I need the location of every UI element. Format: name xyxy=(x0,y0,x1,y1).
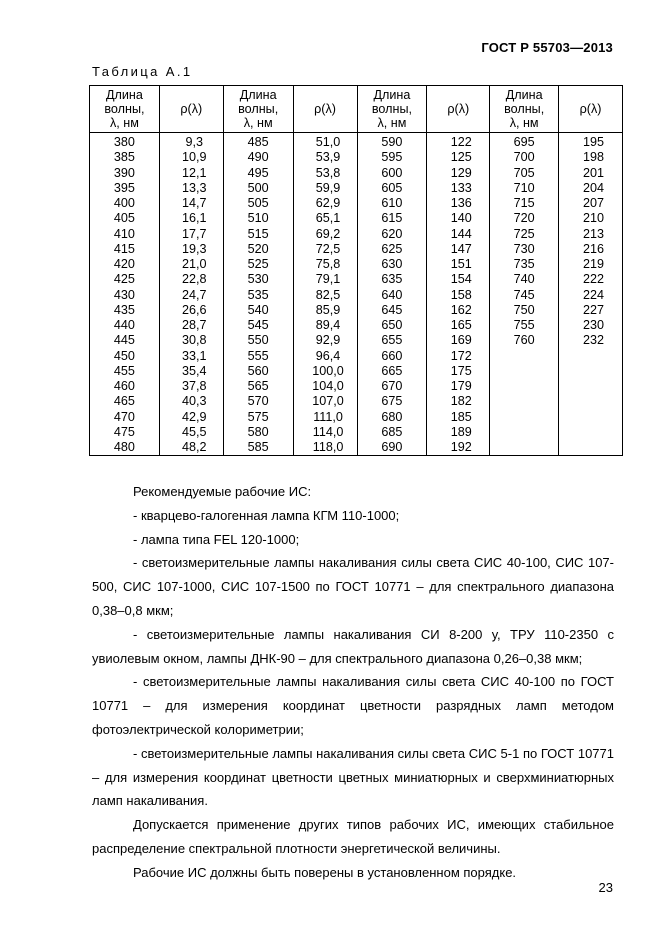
wavelength-cell: 675 xyxy=(381,394,403,409)
rho-cell: 111,0 xyxy=(313,409,343,424)
wavelength-cell: 715 xyxy=(513,196,535,210)
rho-cell: 129 xyxy=(450,165,472,180)
wavelength-cell: 585 xyxy=(247,440,269,454)
rho-cell: 33,1 xyxy=(182,348,207,363)
rho-cell: 204 xyxy=(583,180,605,195)
header-wavelength xyxy=(490,86,559,133)
rho-cell: 133 xyxy=(450,180,472,195)
wavelength-cell: 405 xyxy=(113,211,135,226)
rho-cell: 92,9 xyxy=(315,333,341,348)
paragraph-recommended-intro: Рекомендуемые рабочие ИС: xyxy=(133,484,312,499)
header-wavelength-line: волны, xyxy=(238,102,279,116)
wavelength-cell: 520 xyxy=(247,241,269,256)
wavelength-cell: 700 xyxy=(513,150,535,165)
wavelength-cell: 615 xyxy=(381,211,403,226)
rho-cell: 151 xyxy=(450,257,472,271)
rho-cell: 42,9 xyxy=(182,409,207,424)
wavelength-cell: 490 xyxy=(247,150,269,165)
wavelength-cell: 580 xyxy=(247,424,269,439)
wavelength-cell: 385 xyxy=(113,150,135,165)
rho-column xyxy=(293,133,357,456)
wavelength-cell: 430 xyxy=(113,287,135,302)
rho-cell: 65,1 xyxy=(315,211,341,226)
rho-cell: 40,3 xyxy=(182,394,207,409)
wavelength-cell: 495 xyxy=(247,165,269,180)
wavelength-cell: 625 xyxy=(381,241,403,256)
rho-cell: 45,5 xyxy=(182,424,207,439)
rho-column xyxy=(159,133,223,456)
wavelength-cell: 440 xyxy=(113,318,135,332)
rho-cell: 62,9 xyxy=(315,196,341,210)
rho-cell: 210 xyxy=(583,211,605,226)
paragraph-verification: Рабочие ИС должны быть поверены в установленном порядке. xyxy=(133,864,517,880)
wavelength-column xyxy=(90,133,160,456)
wavelength-column xyxy=(357,133,427,456)
header-wavelength xyxy=(223,86,293,133)
header-wavelength-line: Длина xyxy=(373,88,411,102)
rho-cell: 232 xyxy=(583,333,605,348)
rho-cell: 198 xyxy=(583,150,605,165)
rho-cell: 14,7 xyxy=(182,196,207,210)
wavelength-cell: 485 xyxy=(247,135,269,149)
wavelength-cell: 645 xyxy=(381,302,403,317)
rho-cell: 48,2 xyxy=(182,440,207,454)
rho-cell: 79,1 xyxy=(315,272,341,287)
header-wavelength-line: волны, xyxy=(104,102,145,116)
wavelength-cell: 600 xyxy=(381,165,403,180)
rho-cell: 85,9 xyxy=(315,302,341,317)
rho-cell: 24,7 xyxy=(182,287,207,302)
wavelength-cell: 465 xyxy=(113,394,135,409)
rho-cell: 12,1 xyxy=(182,165,207,180)
list-item-fel-lamp: - лампа типа FEL 120-1000; xyxy=(133,531,300,547)
rho-cell: 172 xyxy=(450,348,472,363)
wavelength-cell: 475 xyxy=(113,424,135,439)
rho-cell: 21,0 xyxy=(182,257,207,271)
header-wavelength-line: λ, нм xyxy=(509,116,539,130)
header-wavelength-line: Длина xyxy=(239,88,277,102)
wavelength-cell: 450 xyxy=(113,348,135,363)
wavelength-cell: 610 xyxy=(381,196,403,210)
rho-cell: 154 xyxy=(450,272,472,287)
rho-cell: 17,7 xyxy=(182,226,207,241)
table-caption: Таблица А.1 xyxy=(92,64,193,79)
rho-cell: 182 xyxy=(450,394,472,409)
wavelength-cell: 390 xyxy=(113,165,135,180)
rho-cell: 28,7 xyxy=(182,318,207,332)
wavelength-cell: 760 xyxy=(513,333,535,348)
header-wavelength-line: λ, нм xyxy=(109,116,139,130)
header-wavelength xyxy=(90,86,160,133)
wavelength-cell: 605 xyxy=(381,180,403,195)
rho-cell: 207 xyxy=(583,196,605,210)
rho-cell: 35,4 xyxy=(182,363,207,378)
wavelength-cell: 445 xyxy=(113,333,135,348)
wavelength-cell: 455 xyxy=(113,363,135,378)
wavelength-cell: 555 xyxy=(247,348,269,363)
header-rho: ρ(λ) xyxy=(559,86,623,133)
wavelength-cell: 720 xyxy=(513,211,535,226)
wavelength-cell: 425 xyxy=(113,272,135,287)
rho-cell: 9,3 xyxy=(185,135,204,149)
header-rho: ρ(λ) xyxy=(159,86,223,133)
rho-cell: 140 xyxy=(450,211,472,226)
paragraph-other-types: Допускается применение других типов рабочих ИС, имеющих стабильное распределение спектральной плотности энергетической величины. xyxy=(92,817,614,856)
header-wavelength-line: Длина xyxy=(505,88,543,102)
rho-cell: 147 xyxy=(450,241,472,256)
rho-cell: 16,1 xyxy=(182,211,207,226)
wavelength-cell: 525 xyxy=(247,257,269,271)
rho-cell: 158 xyxy=(450,287,472,302)
list-item-sis-discharge: - светоизмерительные лампы накаливания силы света СИС 40-100 по ГОСТ 10771 – для измерения координат цветности разрядных ламп методом фотоэлектрической колориметрии; xyxy=(92,674,614,737)
wavelength-cell: 460 xyxy=(113,379,135,393)
wavelength-cell: 650 xyxy=(381,318,403,332)
rho-cell: 230 xyxy=(583,318,605,332)
rho-cell: 72,5 xyxy=(315,241,341,256)
wavelength-cell: 740 xyxy=(513,272,535,287)
wavelength-cell: 550 xyxy=(247,333,269,348)
wavelength-cell: 750 xyxy=(513,302,535,317)
rho-cell: 227 xyxy=(583,302,605,317)
rho-cell: 53,9 xyxy=(315,150,341,165)
wavelength-cell: 515 xyxy=(247,226,269,241)
wavelength-column xyxy=(490,133,559,456)
rho-cell: 122 xyxy=(450,135,472,149)
rho-cell: 89,4 xyxy=(315,318,341,332)
wavelength-cell: 595 xyxy=(381,150,403,165)
page-number: 23 xyxy=(598,880,613,895)
wavelength-cell: 640 xyxy=(381,287,403,302)
list-item-quartz-lamp: - кварцево-галогенная лампа КГМ 110-1000; xyxy=(133,507,400,523)
header-rho: ρ(λ) xyxy=(427,86,490,133)
rho-cell: 75,8 xyxy=(315,257,341,271)
wavelength-cell: 590 xyxy=(381,135,403,149)
wavelength-cell: 505 xyxy=(247,196,269,210)
wavelength-cell: 395 xyxy=(113,180,135,195)
header-wavelength-line: λ, нм xyxy=(377,116,407,130)
rho-cell: 19,3 xyxy=(182,241,207,256)
list-item-sis-lamps: - светоизмерительные лампы накаливания силы света СИС 40-100, СИС 107-500, СИС 107-1000, СИС 107-1500 по ГОСТ 10771 – для спектрального диапазона 0,38–0,8 мкм; xyxy=(92,555,614,618)
rho-cell: 192 xyxy=(450,440,472,454)
wavelength-cell: 570 xyxy=(247,394,269,409)
rho-column xyxy=(427,133,490,456)
body-text xyxy=(92,480,614,885)
wavelength-cell: 565 xyxy=(247,379,269,393)
list-item-sis-miniature: - светоизмерительные лампы накаливания силы света СИС 5-1 по ГОСТ 10771 – для измерения координат цветности цветных миниатюрных и сверхминиатюрных ламп накаливания. xyxy=(92,745,614,809)
rho-cell: 10,9 xyxy=(182,150,207,165)
rho-cell: 30,8 xyxy=(182,333,207,348)
wavelength-cell: 530 xyxy=(247,272,269,287)
rho-cell: 195 xyxy=(583,135,605,149)
table-body-row xyxy=(90,133,623,456)
wavelength-cell: 725 xyxy=(513,226,535,241)
wavelength-cell: 755 xyxy=(513,318,535,332)
wavelength-cell: 710 xyxy=(513,180,535,195)
rho-cell: 59,9 xyxy=(315,180,341,195)
wavelength-cell: 620 xyxy=(381,226,403,241)
wavelength-cell: 630 xyxy=(381,257,403,271)
rho-cell: 185 xyxy=(450,409,472,424)
wavelength-cell: 400 xyxy=(113,196,135,210)
wavelength-cell: 735 xyxy=(513,257,535,271)
rho-cell: 125 xyxy=(450,150,472,165)
rho-cell: 189 xyxy=(450,424,472,439)
header-wavelength-line: волны, xyxy=(371,102,412,116)
rho-cell: 216 xyxy=(583,241,605,256)
rho-cell: 136 xyxy=(450,196,472,210)
wavelength-cell: 410 xyxy=(113,226,135,241)
wavelength-cell: 635 xyxy=(381,272,403,287)
wavelength-cell: 690 xyxy=(381,440,403,454)
rho-cell: 96,4 xyxy=(315,348,341,363)
wavelength-cell: 420 xyxy=(113,257,135,271)
rho-cell: 107,0 xyxy=(312,394,344,409)
rho-cell: 118,0 xyxy=(312,440,344,454)
rho-cell: 53,8 xyxy=(315,165,341,180)
wavelength-cell: 745 xyxy=(513,287,535,302)
rho-cell: 26,6 xyxy=(182,302,207,317)
header-rho: ρ(λ) xyxy=(293,86,357,133)
document-code: ГОСТ Р 55703—2013 xyxy=(481,40,613,55)
rho-cell: 213 xyxy=(583,226,605,241)
rho-cell: 51,0 xyxy=(315,135,341,149)
header-wavelength xyxy=(357,86,427,133)
wavelength-cell: 680 xyxy=(381,409,403,424)
rho-cell: 13,3 xyxy=(182,180,207,195)
rho-cell: 114,0 xyxy=(312,424,344,439)
wavelength-cell: 545 xyxy=(247,318,269,332)
rho-cell: 165 xyxy=(450,318,472,332)
wavelength-cell: 665 xyxy=(381,363,403,378)
wavelength-cell: 695 xyxy=(513,135,535,149)
wavelength-cell: 705 xyxy=(513,165,535,180)
rho-cell: 179 xyxy=(450,379,472,393)
wavelength-column xyxy=(223,133,293,456)
rho-cell: 169 xyxy=(450,333,472,348)
wavelength-cell: 670 xyxy=(381,379,403,393)
wavelength-cell: 415 xyxy=(113,241,135,256)
wavelength-cell: 540 xyxy=(247,302,269,317)
wavelength-cell: 500 xyxy=(247,180,269,195)
header-wavelength-line: волны, xyxy=(504,102,545,116)
rho-cell: 175 xyxy=(450,363,472,378)
header-wavelength-line: λ, нм xyxy=(243,116,273,130)
wavelength-cell: 560 xyxy=(247,363,269,378)
wavelength-cell: 470 xyxy=(113,409,135,424)
rho-cell: 22,8 xyxy=(182,272,207,287)
rho-column xyxy=(559,133,623,456)
rho-cell: 100,0 xyxy=(312,363,344,378)
rho-cell: 162 xyxy=(450,302,472,317)
rho-cell: 69,2 xyxy=(315,226,341,241)
wavelength-cell: 575 xyxy=(247,409,269,424)
wavelength-cell: 510 xyxy=(247,211,269,226)
rho-cell: 201 xyxy=(583,165,605,180)
rho-cell: 222 xyxy=(583,272,605,287)
rho-cell: 144 xyxy=(450,226,472,241)
rho-cell: 104,0 xyxy=(312,379,344,393)
wavelength-cell: 480 xyxy=(113,440,135,454)
header-wavelength-line: Длина xyxy=(106,88,143,102)
wavelength-cell: 730 xyxy=(513,241,535,256)
wavelength-cell: 685 xyxy=(381,424,403,439)
wavelength-cell: 655 xyxy=(381,333,403,348)
wavelength-cell: 435 xyxy=(113,302,135,317)
rho-cell: 37,8 xyxy=(182,379,207,393)
rho-cell: 82,5 xyxy=(315,287,341,302)
spectral-table xyxy=(89,85,623,456)
table-header-row xyxy=(90,86,623,133)
wavelength-cell: 535 xyxy=(247,287,269,302)
wavelength-cell: 660 xyxy=(381,348,403,363)
rho-cell: 224 xyxy=(583,287,605,302)
wavelength-cell: 380 xyxy=(113,135,135,149)
list-item-si-lamps: - светоизмерительные лампы накаливания СИ 8-200 у, ТРУ 110-2350 с увиолевым окном, лампы ДНК-90 – для спектрального диапазона 0,26–0,38 мкм; xyxy=(92,626,614,666)
rho-cell: 219 xyxy=(583,257,605,271)
